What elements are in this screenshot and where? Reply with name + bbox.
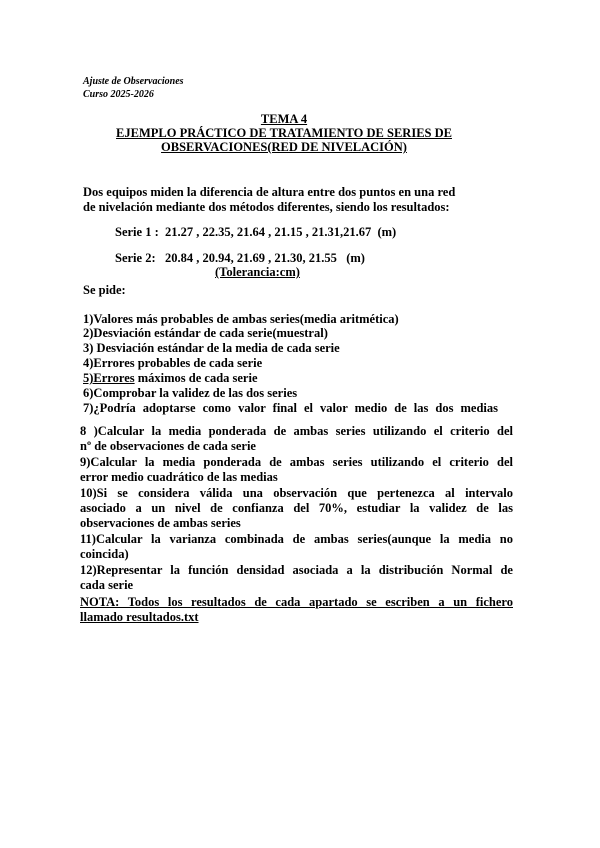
page-title: TEMA 4 <box>260 112 308 126</box>
task-4: 4)Errores probables de cada serie <box>83 356 263 370</box>
task-8-line-1: 8 )Calcular la media ponderada de ambas series utilizando el criterio del <box>80 424 513 438</box>
task-12-line-2: cada serie <box>80 578 134 592</box>
tolerance-note: (Tolerancia:cm) <box>215 265 300 279</box>
note-line-2: llamado resultados.txt <box>80 610 199 624</box>
task-9-line-1: 9)Calcular la media ponderada de ambas series utilizando el criterio del <box>80 455 513 469</box>
task-7: 7)¿Podría adoptarse como valor final el valor medio de las dos medias <box>83 401 498 415</box>
task-3: 3) Desviación estándar de la media de cada serie <box>83 341 340 355</box>
course-year: Curso 2025-2026 <box>83 89 154 100</box>
task-1: 1)Valores más probables de ambas series(media aritmética) <box>83 312 399 326</box>
task-10-line-3: observaciones de ambas series <box>80 516 241 530</box>
course-title: Ajuste de Observaciones <box>83 76 184 87</box>
task-10-line-2: asociado a un nivel de confianza del 70%, estudiar la validez de las <box>80 501 513 515</box>
task-11-line-1: 11)Calcular la varianza combinada de ambas series(aunque la media no <box>80 532 513 546</box>
se-pide-label: Se pide: <box>83 283 126 297</box>
task-8-line-2: nº de observaciones de cada serie <box>80 439 256 453</box>
intro-line-2: de nivelación mediante dos métodos diferentes, siendo los resultados: <box>83 200 450 214</box>
task-6: 6)Comprobar la validez de las dos series <box>83 386 298 400</box>
task-9-line-2: error medio cuadrático de las medias <box>80 470 278 484</box>
task-5-rest: máximos de cada serie <box>134 371 258 385</box>
page-subtitle-line-2: OBSERVACIONES(RED DE NIVELACIÓN) <box>161 140 407 154</box>
task-5 <box>83 371 258 386</box>
serie-2: Serie 2: 20.84 , 20.94, 21.69 , 21.30, 21.55 (m) <box>115 251 365 265</box>
task-2: 2)Desviación estándar de cada serie(muestral) <box>83 326 328 340</box>
page-subtitle-line-1: EJEMPLO PRÁCTICO DE TRATAMIENTO DE SERIES DE <box>116 126 452 140</box>
task-11-line-2: coincida) <box>80 547 129 561</box>
task-12-line-1: 12)Representar la función densidad asociada a la distribución Normal de <box>80 563 513 577</box>
intro-line-1: Dos equipos miden la diferencia de altura entre dos puntos en una red <box>83 185 456 199</box>
note-line-1: NOTA: Todos los resultados de cada apartado se escriben a un fichero <box>80 595 513 609</box>
task-5-prefix: 5)Errores <box>83 371 135 385</box>
serie-1: Serie 1 : 21.27 , 22.35, 21.64 , 21.15 , 21.31,21.67 (m) <box>115 225 397 239</box>
task-10-line-1: 10)Si se considera válida una observación que pertenezca al intervalo <box>80 486 513 500</box>
